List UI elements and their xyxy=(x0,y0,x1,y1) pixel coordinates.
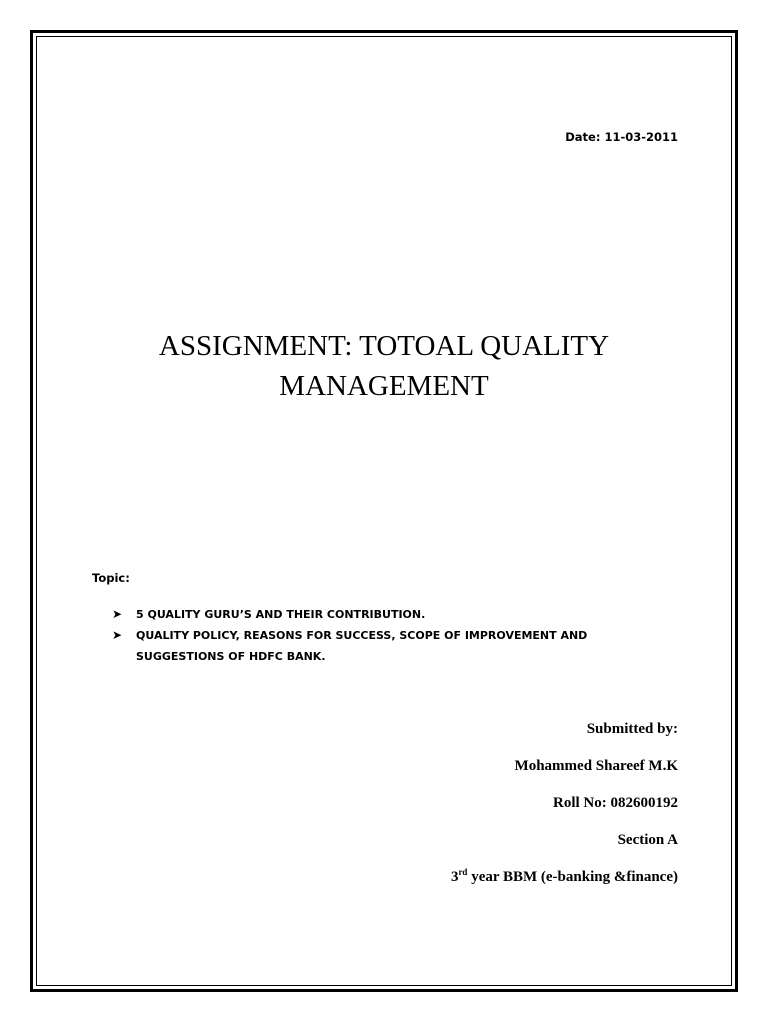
year-number: 3 xyxy=(450,869,459,885)
submitted-by-label: Submitted by: xyxy=(586,721,678,737)
date-line: Date: 11-03-2011 xyxy=(565,130,678,144)
topic-label: Topic: xyxy=(92,571,130,585)
list-item xyxy=(112,625,632,667)
year-course xyxy=(451,866,678,903)
submission-block xyxy=(451,718,678,903)
year-suffix: rd xyxy=(458,867,468,877)
topic-item-text: 5 QUALITY GURU’S AND THEIR CONTRIBUTION. xyxy=(136,608,426,621)
year-course-text: year BBM (e-banking &finance) xyxy=(467,869,678,885)
topic-list xyxy=(112,604,632,667)
roll-number: Roll No: 082600192 xyxy=(553,795,678,811)
section: Section A xyxy=(617,832,678,848)
arrowhead-bullet-icon: ➤ xyxy=(112,628,123,642)
title-line-1: ASSIGNMENT: TOTOAL QUALITY xyxy=(158,330,610,362)
arrowhead-bullet-icon: ➤ xyxy=(112,607,123,621)
assignment-title xyxy=(80,326,688,406)
list-item xyxy=(112,604,632,625)
student-name: Mohammed Shareef M.K xyxy=(514,758,678,774)
title-line-2: MANAGEMENT xyxy=(279,370,489,402)
topic-item-text: QUALITY POLICY, REASONS FOR SUCCESS, SCOPE OF IMPROVEMENT AND SUGGESTIONS OF HDFC BANK. xyxy=(136,629,588,663)
